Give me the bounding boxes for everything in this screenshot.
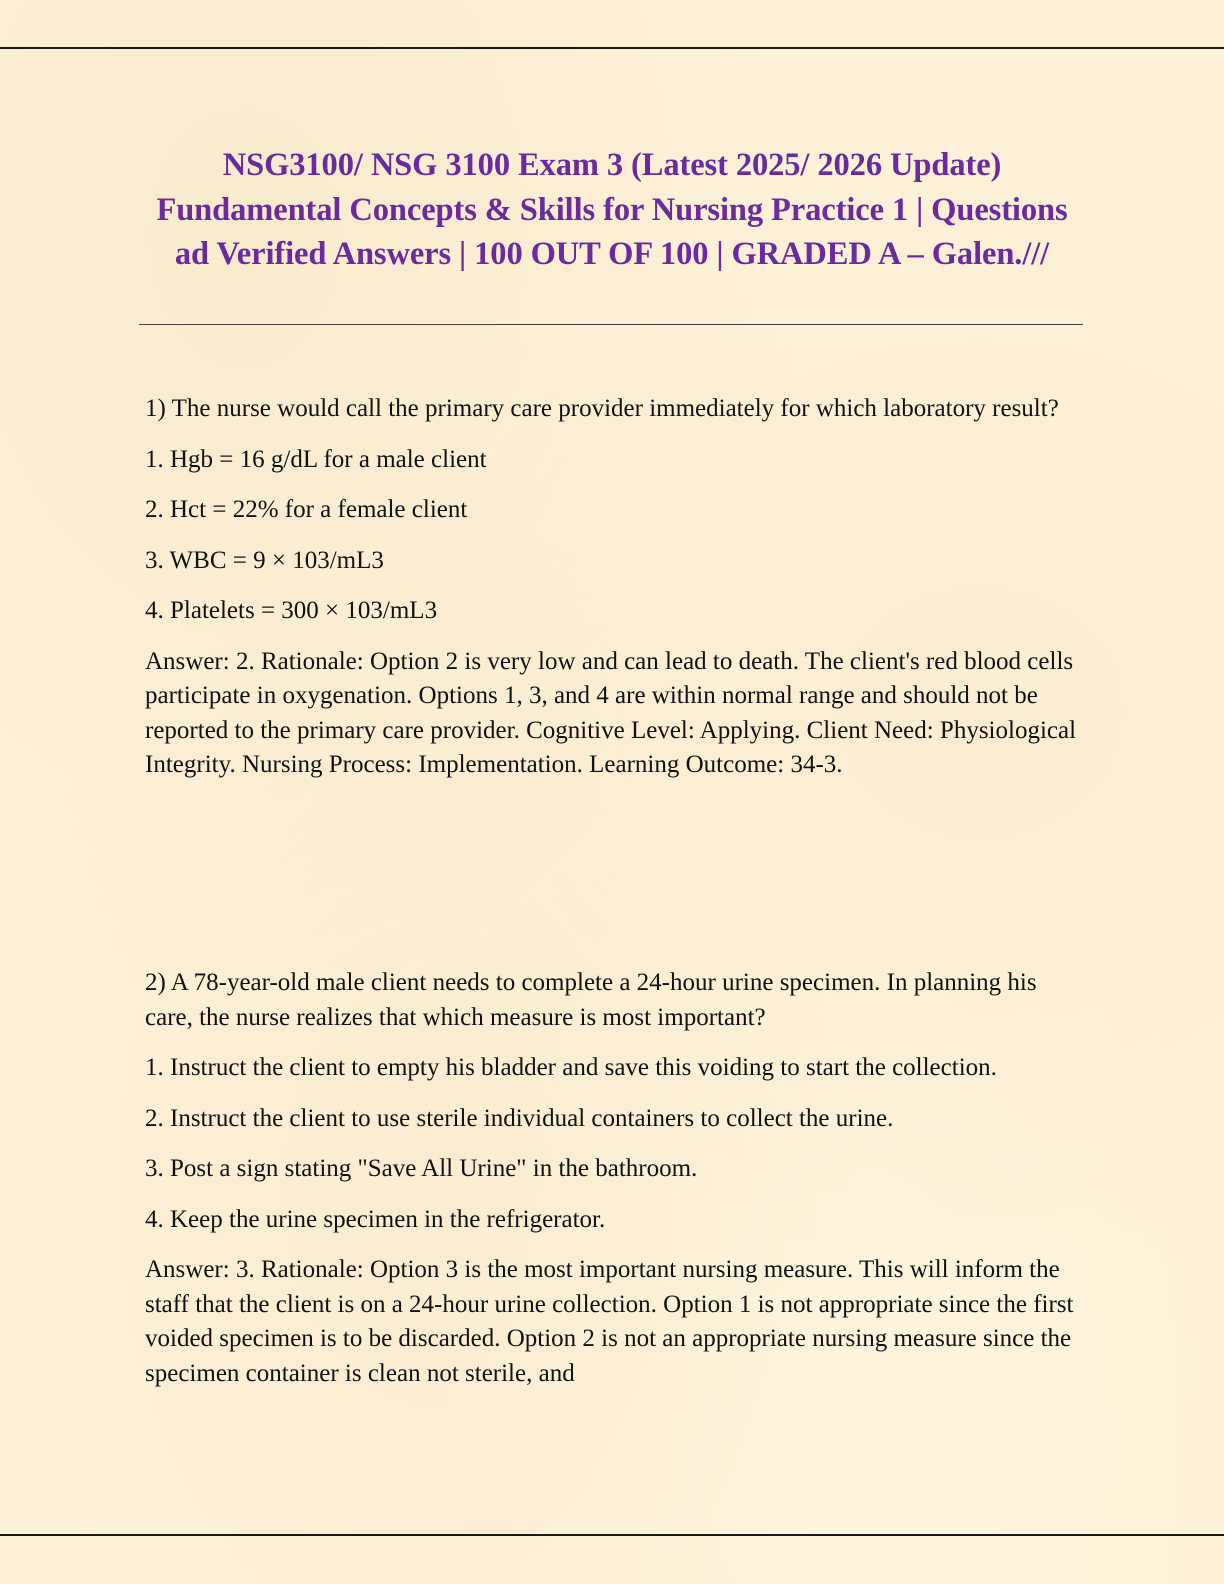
question-stem: 1) The nurse would call the primary care provider immediately for which laboratory result? [145,395,1059,422]
answer-option: 2. Instruct the client to use sterile individual containers to collect the urine. [145,1104,894,1132]
document-title: NSG3100/ NSG 3100 Exam 3 (Latest 2025/ 2026 Update) Fundamental Concepts & Skills for Nursing Practice 1 | Questions ad Verified Answers | 100 OUT OF 100 | GRADED A – Galen./// [156,147,1068,272]
question-item [145,392,1085,783]
answer-option: 1. Instruct the client to empty his bladder and save this voiding to start the collection. [145,1054,997,1081]
title-underline [139,324,1083,325]
answer-option: 1. Hgb = 16 g/dL for a male client [145,445,487,473]
answer-option: 3. WBC = 9 × 103/mL3 [145,546,384,574]
answer-rationale: Answer: 3. Rationale: Option 3 is the most important nursing measure. This will inform the staff that the client is on a 24-hour urine collection. Option 1 is not appropriate since the first voided specimen is to be discarded. Option 2 is not an appropriate nursing measure since the specimen container is clean not sterile, and [145,1256,1074,1387]
question-stem: 2) A 78-year-old male client needs to complete a 24-hour urine specimen. In planning his care, the nurse realizes that which measure is most important? [145,969,1037,1031]
answer-option: 4. Keep the urine specimen in the refrigerator. [145,1205,606,1233]
answer-rationale: Answer: 2. Rationale: Option 2 is very low and can lead to death. The client's red blood cells participate in oxygenation. Options 1, 3, and 4 are within normal range and should not be reported to the primary care provider. Cognitive Level: Applying. Client Need: Physiological Integrity. Nursing Process: Implementation. Learning Outcome: 34-3. [145,647,1077,778]
document-header [140,143,1084,277]
question-item [145,966,1085,1391]
page-bottom-rule [0,1534,1224,1536]
page-top-rule [0,47,1224,49]
answer-option: 4. Platelets = 300 × 103/mL3 [145,597,438,624]
answer-option: 2. Hct = 22% for a female client [145,496,468,523]
answer-option: 3. Post a sign stating "Save All Urine" in the bathroom. [145,1155,698,1182]
